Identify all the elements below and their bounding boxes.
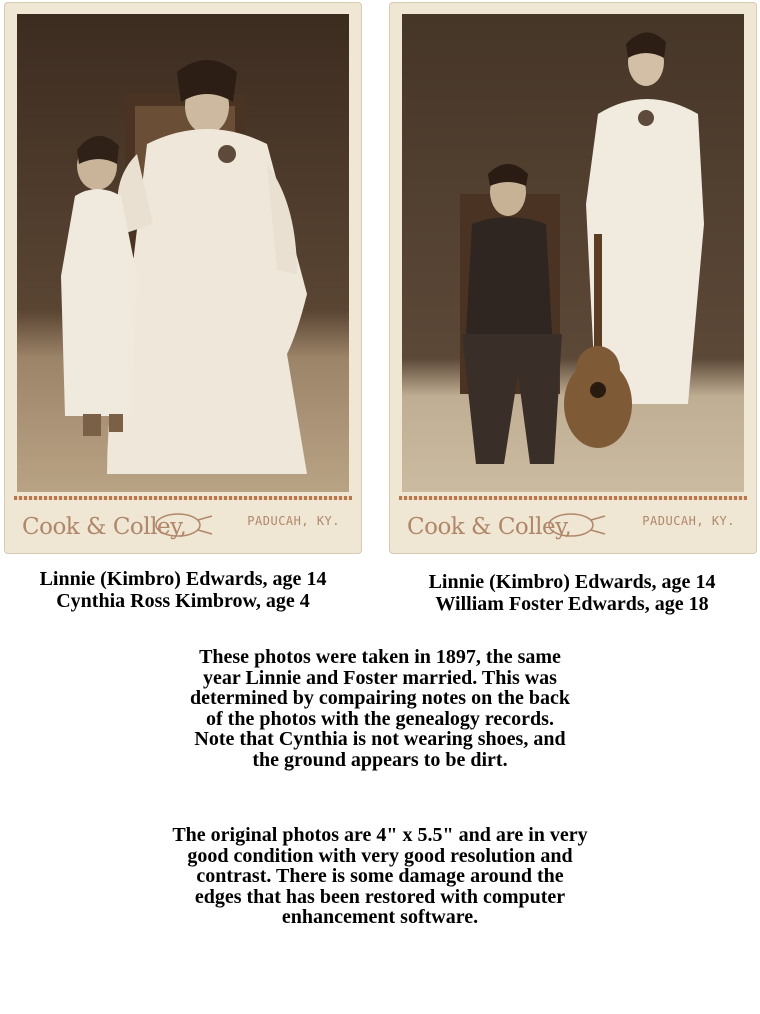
caption-right (384, 571, 760, 615)
studio-city: PADUCAH, KY. (247, 514, 340, 528)
studio-city: PADUCAH, KY. (642, 514, 735, 528)
extra-finish-seal-icon (545, 510, 607, 540)
paragraph-line: year Linnie and Foster married. This was (203, 666, 557, 689)
paragraph-line: enhancement software. (281, 906, 479, 928)
photo-card-right (389, 2, 757, 554)
condition-paragraph (120, 825, 640, 928)
caption-line: Cynthia Ross Kimbrow, age 4 (56, 590, 310, 612)
caption-line: Linnie (Kimbro) Edwards, age 14 (428, 571, 716, 593)
caption-left (0, 568, 366, 612)
description-paragraph (120, 647, 640, 770)
paragraph-line: The original photos are 4" x 5.5" and are in very (172, 824, 588, 846)
studio-imprint: Cook & Colley, (407, 514, 572, 540)
paragraph-line: Note that Cynthia is not wearing shoes, and (194, 728, 566, 750)
studio-imprint: Cook & Colley, (22, 514, 187, 540)
caption-line: Linnie (Kimbro) Edwards, age 14 (39, 568, 327, 590)
paragraph-line: These photos were taken in 1897, the same (199, 646, 561, 668)
caption-line: William Foster Edwards, age 18 (435, 593, 709, 615)
photo-linnie-and-foster (402, 14, 744, 492)
card-border-rule (14, 496, 352, 500)
paragraph-line: contrast. There is some damage around the (196, 865, 564, 887)
photo-linnie-and-cynthia (17, 14, 349, 492)
paragraph-line: of the photos with the genealogy records. (206, 707, 554, 730)
paragraph-line: good condition with very good resolution and (187, 844, 573, 867)
extra-finish-seal-icon (152, 510, 214, 540)
paragraph-line: the ground appears to be dirt. (252, 748, 508, 771)
paragraph-line: determined by compairing notes on the back (190, 687, 570, 709)
photo-card-left (4, 2, 362, 554)
card-border-rule (399, 496, 747, 500)
paragraph-line: edges that has been restored with computer (194, 885, 566, 908)
